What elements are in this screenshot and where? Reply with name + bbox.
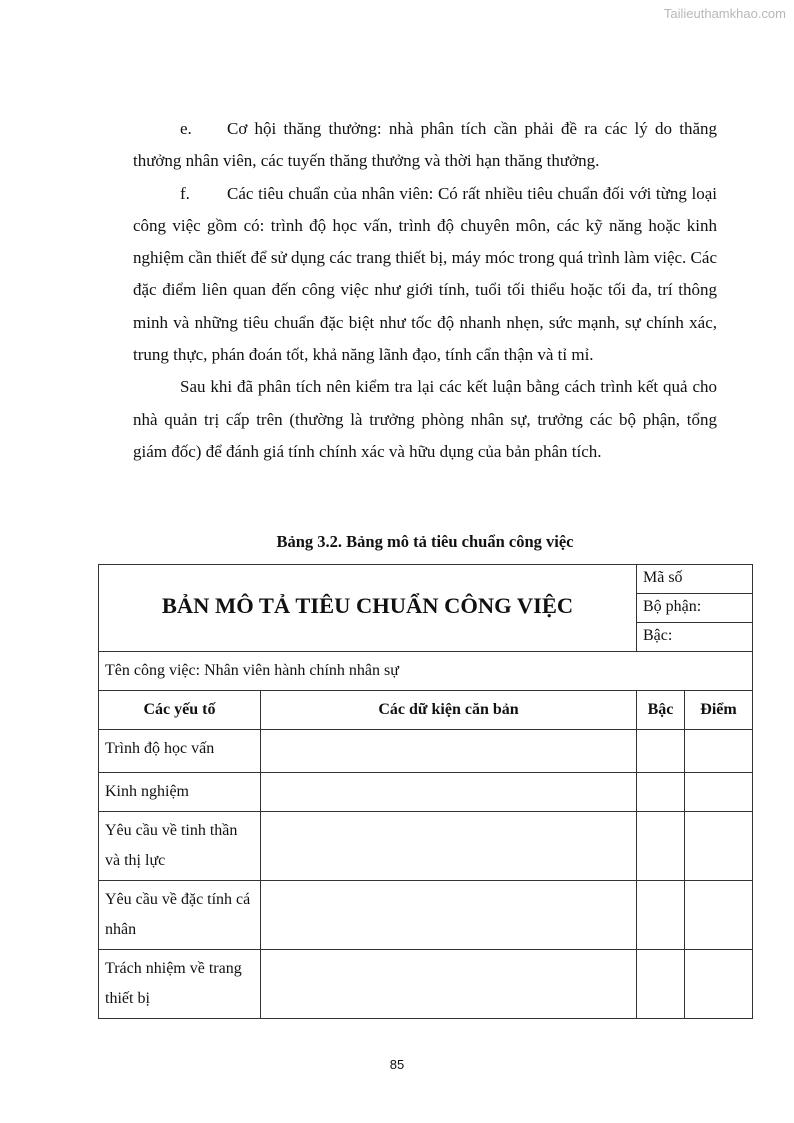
score-cell xyxy=(685,812,753,881)
score-cell xyxy=(685,730,753,773)
table-row xyxy=(99,730,753,773)
factor-cell: Trách nhiệm về trang thiết bị xyxy=(99,950,261,1019)
department-field: Bộ phận: xyxy=(637,594,753,623)
paragraph-conclusion: Sau khi đã phân tích nên kiểm tra lại các kết luận bằng cách trình kết quả cho nhà quản trị cấp trên (thường là trưởng phòng nhân sự, trưởng các bộ phận, tổng giám đốc) để đánh giá tính chính xác và hữu dụng của bản phân tích. xyxy=(133,377,717,461)
score-cell xyxy=(685,950,753,1019)
code-field: Mã số xyxy=(637,565,753,594)
paragraph-e-text: Cơ hội thăng thưởng: nhà phân tích cần phải đề ra các lý do thăng thưởng nhân viên, các tuyến thăng thưởng và thời hạn thăng thưởng. xyxy=(133,119,717,171)
level-cell xyxy=(637,881,685,950)
paragraph-f-text: Các tiêu chuẩn của nhân viên: Có rất nhiều tiêu chuẩn đối với từng loại công việc gồm có: trình độ học vấn, trình độ chuyên môn, các kỹ năng hoặc kinh nghiệm cần thiết để sử dụng các trang thiết bị, máy móc trong quá trình làm việc. Các đặc điểm liên quan đến công việc như giới tính, tuổi tối thiểu hoặc tối đa, trí thông minh và những tiêu chuẩn đặc biệt như tốc độ nhanh nhẹn, sức mạnh, sự chính xác, trung thực, phán đoán tốt, khả năng lãnh đạo, tính cẩn thận và tỉ mỉ. xyxy=(133,183,717,365)
factor-cell: Trình độ học vấn xyxy=(99,730,261,773)
basic-data-cell xyxy=(261,812,637,881)
table-row xyxy=(99,773,753,812)
job-spec-table xyxy=(98,564,753,1019)
page-number: 85 xyxy=(389,1057,405,1072)
factor-cell: Kinh nghiệm xyxy=(99,773,261,812)
basic-data-cell xyxy=(261,730,637,773)
level-cell xyxy=(637,950,685,1019)
header-basic-data: Các dữ kiện căn bản xyxy=(261,691,637,730)
table-row xyxy=(99,812,753,881)
paragraph-e xyxy=(133,113,717,178)
score-cell xyxy=(685,881,753,950)
table-caption: Bảng 3.2. Bảng mô tả tiêu chuẩn công việc xyxy=(276,532,574,551)
basic-data-cell xyxy=(261,773,637,812)
level-cell xyxy=(637,812,685,881)
factor-cell: Yêu cầu về tinh thần và thị lực xyxy=(99,812,261,881)
basic-data-cell xyxy=(261,950,637,1019)
level-cell xyxy=(637,730,685,773)
factor-cell: Yêu cầu về đặc tính cá nhân xyxy=(99,881,261,950)
level-cell xyxy=(637,773,685,812)
basic-data-cell xyxy=(261,881,637,950)
score-cell xyxy=(685,773,753,812)
header-score: Điểm xyxy=(685,691,753,730)
job-name: Tên công việc: Nhân viên hành chính nhân sự xyxy=(99,652,753,691)
watermark: Tailieuthamkhao.com xyxy=(663,6,786,21)
paragraph-f-label: f. xyxy=(180,183,190,203)
level-field: Bậc: xyxy=(637,623,753,652)
form-title: BẢN MÔ TẢ TIÊU CHUẨN CÔNG VIỆC xyxy=(99,565,637,652)
header-level: Bậc xyxy=(637,691,685,730)
paragraph-f xyxy=(133,178,717,372)
header-factors: Các yếu tố xyxy=(99,691,261,730)
paragraph-e-label: e. xyxy=(180,119,192,138)
body-text xyxy=(133,113,717,468)
table-row xyxy=(99,950,753,1019)
table-header xyxy=(99,691,753,730)
table-row xyxy=(99,881,753,950)
